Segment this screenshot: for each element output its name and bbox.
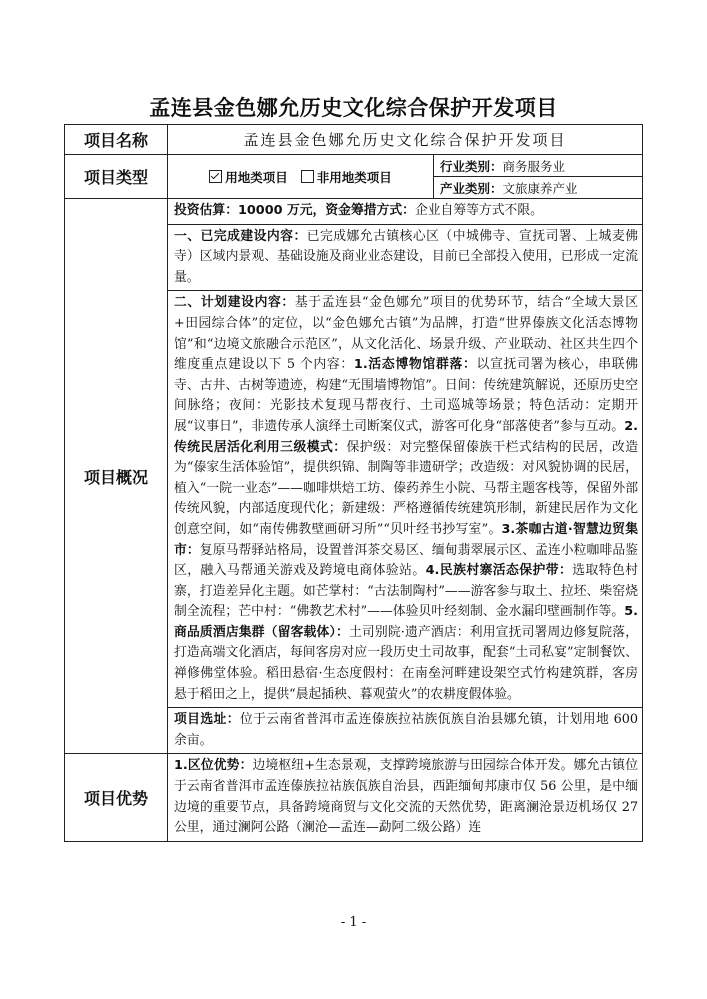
project-name-value: 孟连县金色娜允历史文化综合保护开发项目 bbox=[168, 125, 643, 155]
item5-label: 5.商品质酒店集群（留客载体）： bbox=[174, 604, 639, 640]
investment-label: 投资估算： bbox=[174, 203, 238, 218]
investment-cell bbox=[168, 199, 643, 225]
sector-category bbox=[434, 177, 643, 199]
land-type-option: 用地类项目 bbox=[225, 169, 288, 185]
row-project-type-1 bbox=[65, 155, 643, 177]
sector-value: 文旅康养产业 bbox=[502, 180, 578, 196]
advantage-item1-label: 1.区位优势： bbox=[174, 758, 253, 774]
item2-text: 保护级：对完整保留傣族干栏式结构的民居，改造为“傣家生活体验馆”，提供织锦、制陶等非遗研学；改造级：对风貌协调的民居，植入“一院一业态”——咖啡烘焙工坊、傣药养生小院、马帮主题客栈等，保留外部传统风貌，内部适度现代化；新建级：严格遵循传统建筑形制，新建民居作为文化创意空间，如“南传佛教壁画研习所”“贝叶经书抄写室”。 bbox=[174, 439, 639, 537]
project-name-label: 项目名称 bbox=[65, 125, 168, 155]
funding-label: 资金筹措方式： bbox=[325, 203, 415, 218]
project-table bbox=[64, 124, 643, 842]
item1-text: 以宣抚司署为核心，串联佛寺、古井、古树等遗迹，构建“无围墙博物馆”。日间：传统建筑解说，还原历史空间脉络；夜间：光影技术复现马帮夜行、土司巡城等场景；特色活动：定期开展“议事日”，非遗传承人演绎土司断案仪式，游客可化身“部落使者”参与互动。 bbox=[174, 357, 639, 434]
item5-text: 土司别院·遗产酒店：利用宣抚司署周边修复院落，打造高端文化酒店，每间客房对应一段历史土司故事，配套“土司私宴”定制餐饮、禅修佛堂体验。稻田悬宿·生态度假村：在南垒河畔建设架空式竹构建筑群，客房悬于稻田之上，提供“晨起插秧、暮观萤火”的农耕度假体验。 bbox=[174, 624, 639, 702]
item3-label: 3.茶咖古道·智慧边贸集市： bbox=[174, 521, 639, 558]
funding-value: 企业自筹等方式不限。 bbox=[414, 203, 543, 218]
overview-label: 项目概况 bbox=[65, 199, 168, 754]
project-type-label: 项目类型 bbox=[65, 155, 168, 199]
advantage-cell bbox=[168, 754, 643, 841]
site-text: 位于云南省普洱市孟连傣族拉祜族佤族自治县娜允镇，计划用地 600 余亩。 bbox=[174, 712, 639, 748]
row-investment bbox=[65, 199, 643, 225]
item4-text: 选取特色村寨，打造差异化主题。如芒掌村：“古法制陶村”——游客参与取土、拉坯、柴窑烧制全流程；芒中村：“佛教艺术村”——体验贝叶经刻制、金水漏印壁画制作等。 bbox=[174, 563, 639, 620]
completed-cell bbox=[168, 224, 643, 291]
row-advantage bbox=[65, 754, 643, 841]
completed-text: 已完成娜允古镇核心区（中城佛寺、宣抚司署、上城麦佛寺）区域内景观、基础设施及商业业态建设，目前已全部投入使用，已形成一定流量。 bbox=[174, 228, 639, 285]
row-project-name bbox=[65, 125, 643, 155]
item2-label: 2.传统民居活化利用三级模式： bbox=[174, 418, 639, 455]
page-title: 孟连县金色娜允历史文化综合保护开发项目 bbox=[149, 95, 558, 120]
checked-box-icon[interactable] bbox=[209, 170, 222, 183]
unchecked-box-icon[interactable] bbox=[301, 170, 314, 183]
advantage-item1-text: 边境枢纽+生态景观，支撑跨境旅游与田园综合体开发。娜允古镇位于云南省普洱市孟连傣族拉祜族佤族自治县，西距缅甸邦康市仅 56 公里，是中缅边境的重要节点，具备跨境商贸与文化交流的天然优势，距离澜沧景迈机场仅 27 公里，通过澜阿公路（澜沧—孟连—勐阿二级公路）连 bbox=[174, 758, 639, 836]
industry-category bbox=[434, 155, 643, 177]
investment-value: 10000 万元， bbox=[237, 203, 326, 218]
item1-label: 1.活态博物馆群落： bbox=[353, 357, 477, 373]
project-type-options bbox=[168, 155, 434, 199]
site-cell bbox=[168, 708, 643, 754]
completed-label: 一、已完成建设内容： bbox=[174, 228, 307, 244]
nonland-type-option: 非用地类项目 bbox=[316, 169, 392, 185]
site-label: 项目选址： bbox=[174, 712, 240, 728]
item3-text: 复原马帮驿站格局，设置普洱茶交易区、缅甸翡翠展示区、孟连小粒咖啡品鉴区，融入马帮通关游戏及跨境电商体验站。 bbox=[174, 542, 639, 579]
planned-cell bbox=[168, 291, 643, 708]
sector-label: 产业类别： bbox=[440, 180, 503, 196]
advantage-label: 项目优势 bbox=[65, 754, 168, 841]
planned-label: 二、计划建设内容： bbox=[174, 295, 295, 311]
industry-value: 商务服务业 bbox=[502, 158, 566, 174]
planned-intro: 基于孟连县“金色娜允”项目的优势环节，结合“全域大景区+田园综合体”的定位，以“金色娜允古镇”为品牌，打造“世界傣族文化活态博物馆”和“边境文旅融合示范区”，从文化活化、场景升级、产业联动、社区共生四个维度重点建设以下 5 个内容： bbox=[174, 295, 639, 373]
industry-label: 行业类别： bbox=[440, 158, 503, 174]
item4-label: 4.民族村寨活态保护带： bbox=[425, 563, 573, 579]
page-number: - 1 - bbox=[340, 915, 367, 930]
